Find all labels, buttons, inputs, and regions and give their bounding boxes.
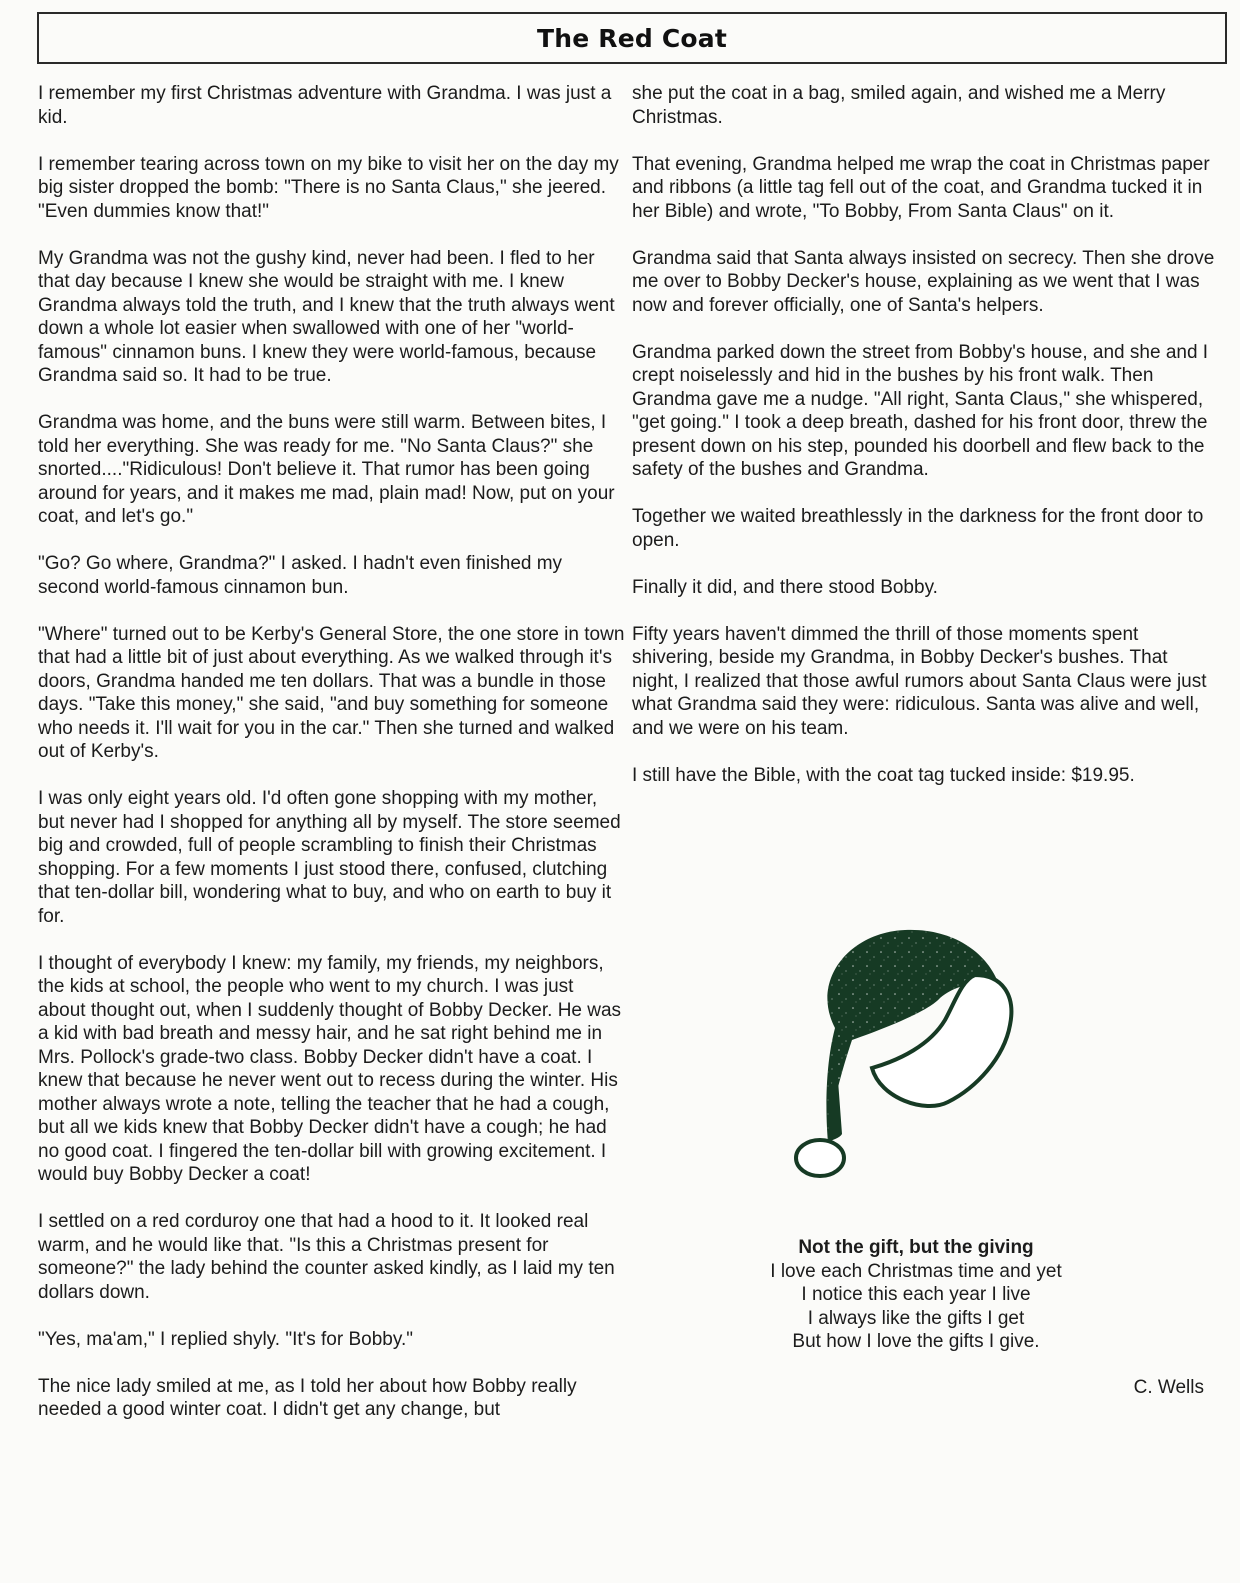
paragraph: I thought of everybody I knew: my family, my friends, my neighbors, the kids at school, the people who went to my church. I was just about thought out, when I suddenly thought of Bobby Decker. He was a kid with bad breath and messy hair, and he sat right behind me in Mrs. Pollock's grade-two class. Bobby Decker didn't have a coat. I knew that because he never went out to recess during the winter. His mother always wrote a note, telling the teacher that he had a cough, but all we kids knew that Bobby Decker didn't have a cough; he had no good coat. I fingered the ten-dollar bill with growing excitement. I would buy Bobby Decker a coat! bbox=[38, 952, 622, 1185]
poem-line: I always like the gifts I get bbox=[807, 1307, 1025, 1329]
paragraph: I settled on a red corduroy one that had a hood to it. It looked real warm, and he would like that. "Is this a Christmas present for someone?" the lady behind the counter asked kindly, as I laid my ten dollars down. bbox=[38, 1211, 615, 1303]
paragraph: I was only eight years old. I'd often gone shopping with my mother, but never had I shopped for anything all by myself. The store seemed big and crowded, full of people scrambling to finish their Christmas shopping. For a few moments I just stood there, confused, clutching that ten-dollar bill, wondering what to buy, and who on earth to buy it for. bbox=[38, 788, 621, 927]
paragraph: "Go? Go where, Grandma?" I asked. I hadn't even finished my second world-famous cinnamon bun. bbox=[38, 553, 563, 598]
paragraph: Fifty years haven't dimmed the thrill of those moments spent shivering, beside my Grandma, in Bobby Decker's bushes. That night, I realized that those awful rumors about Santa Claus were just what Grandma said they were: ridiculous. Santa was alive and well, and we were on his team. bbox=[632, 623, 1207, 739]
paragraph: Grandma parked down the street from Bobby's house, and she and I crept noiselessly and hid in the bushes by his front walk. Then Grandma gave me a nudge. "All right, Santa Claus," she whispered, "get going." I took a deep breath, dashed for his front door, threw the present down on his step, pounded his doorbell and flew back to the safety of the bushes and Grandma. bbox=[632, 341, 1209, 480]
left-column bbox=[38, 82, 626, 1445]
paragraph: I remember tearing across town on my bike to visit her on the day my big sister dropped the bomb: "There is no Santa Claus," she jeered. "Even dummies know that!" bbox=[38, 153, 619, 222]
right-column bbox=[632, 82, 1217, 811]
poem-title: Not the gift, but the giving bbox=[798, 1237, 1034, 1258]
santa-hat-icon bbox=[780, 920, 1040, 1190]
paragraph: I still have the Bible, with the coat tag tucked inside: $19.95. bbox=[632, 764, 1135, 786]
paragraph: That evening, Grandma helped me wrap the coat in Christmas paper and ribbons (a little tag fell out of the coat, and Grandma tucked it in her Bible) and wrote, "To Bobby, From Santa Claus" on it. bbox=[632, 153, 1210, 222]
poem-line: I notice this each year I live bbox=[801, 1284, 1031, 1305]
paragraph: "Yes, ma'am," I replied shyly. "It's for Bobby." bbox=[38, 1328, 413, 1350]
poem-author: C. Wells bbox=[1133, 1377, 1204, 1398]
paragraph: Finally it did, and there stood Bobby. bbox=[632, 576, 938, 598]
paragraph: My Grandma was not the gushy kind, never had been. I fled to her that day because I knew she would be straight with me. I knew Grandma always told the truth, and I knew that the truth always went down a whole lot easier when swallowed with one of her "world-famous" cinnamon buns. I knew they were world-famous, because Grandma said so. It had to be true. bbox=[38, 247, 615, 386]
paragraph: Grandma was home, and the buns were still warm. Between bites, I told her everything. She was ready for me. "No Santa Claus?" she snorted...."Ridiculous! Don't believe it. That rumor has been going around for years, and it makes me mad, plain mad! Now, put on your coat, and let's go." bbox=[38, 412, 615, 527]
title-box bbox=[37, 12, 1227, 64]
paragraph: "Where" turned out to be Kerby's General Store, the one store in town that had a little bit of just about everything. As we walked through it's doors, Grandma handed me ten dollars. That was a bundle in those days. "Take this money," she said, "and buy something for someone who needs it. I'll wait for you in the car." Then she turned and walked out of Kerby's. bbox=[38, 623, 625, 762]
paragraph: Together we waited breathlessly in the darkness for the front door to open. bbox=[632, 506, 1204, 551]
poem bbox=[700, 1236, 1132, 1354]
santa-hat-graphic bbox=[780, 920, 1040, 1190]
paragraph: I remember my first Christmas adventure with Grandma. I was just a kid. bbox=[38, 83, 612, 128]
page-title: The Red Coat bbox=[536, 23, 728, 53]
hat-pompom bbox=[796, 1140, 844, 1176]
poem-line: But how I love the gifts I give. bbox=[792, 1331, 1040, 1352]
paragraph: Grandma said that Santa always insisted on secrecy. Then she drove me over to Bobby Decker's house, explaining as we went that I was now and forever officially, one of Santa's helpers. bbox=[632, 247, 1215, 316]
paragraph: The nice lady smiled at me, as I told her about how Bobby really needed a good winter coat. I didn't get any change, but bbox=[38, 1375, 577, 1420]
poem-line: I love each Christmas time and yet bbox=[770, 1260, 1062, 1282]
paragraph: she put the coat in a bag, smiled again, and wished me a Merry Christmas. bbox=[632, 83, 1166, 128]
